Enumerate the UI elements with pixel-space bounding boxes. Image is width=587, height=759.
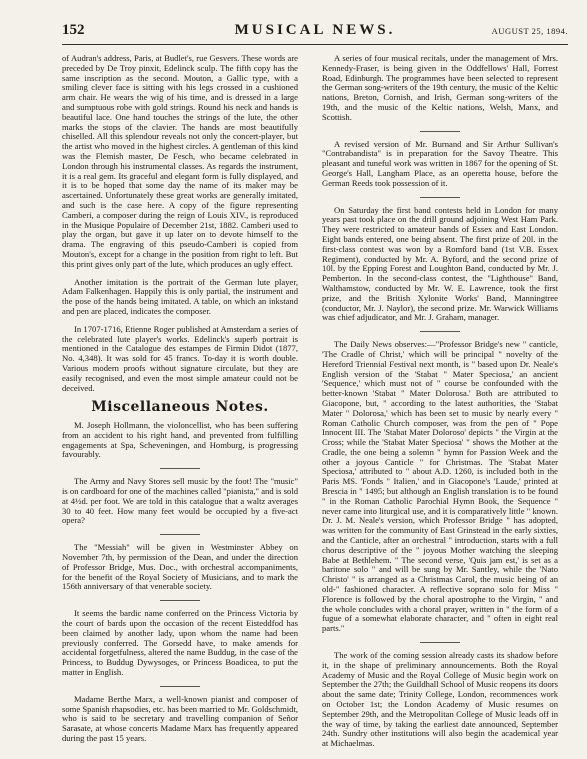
news-item: Madame Berthe Marx, a well-known pianist and composer of some Spanish rhapsodies, etc. has been married to Mr. Goldschmidt, who is said to be secretary and travelling companion of Señor Sarasate, at whose concerts Madame Marx has frequently appeared during the past 15 years. [62,693,298,744]
divider [160,600,200,601]
news-item: A revised version of Mr. Burnand and Sir Arthur Sullivan's "Contrabandista" is in preparation for the Savoy Theatre. This pleasant and tuneful work was written in 1867 for the opening of St. George's Hall, Langham Place, as an operetta house, before the German Reeds took possession of it. [322,138,558,188]
divider [420,642,460,643]
right-column [322,54,558,754]
divider [160,534,200,535]
news-item: A series of four musical recitals, under the management of Mrs. Kennedy-Fraser, is being given in the Oddfellows' Hall, Forrest Road, Edinburgh. The programmes have been selected to represent the German song-writers of the 19th century, the music of the Keltic nations, Breton, Cornish, and Irish, German song-writers of the 19th, and the music of the Keltic nations, Welsh, Manx, and Scottish. [322,54,558,122]
news-item-quotation: The Daily News observes:—"Professor Bridge's new " canticle, 'The Cradle of Christ,' which will be principal " novelty of the Hereford Triennial Festival next month, is " based upon Dr. Neale's English version of the 'Stabat " Mater Speciosa,' an ancient 'Sequence,' which must not of " course be confounded with the better-known 'Stabat " Mater Dolorosa.' Both are attributed to Giacopone, but, " according to the latest authorities, the 'Stabat Mater " Dolorosa,' which has been set to music by nearly every " Roman Catholic Church composer, was from the pen of " Pope Innocent III. The 'Stabat Mater Doloroso' depicts " the Virgin at the Cross; while the 'Stabat Mater Speciosa' " shows the Mother at the Cradle, the one being a solemn " hymn for Passion Week and the other a joyous Canticle " for Christmas. The 'Stabat Mater Speciosa,' attributed to " about A.D. 1260, is included both in the Paris MS. 'Fonds " Italien,' and in Giacopone's 'Laude,' printed at Brescia in " 1495; but although an English translation is to be found " in the Roman Catholic Parochial Hymn Book, the Sequence " never came into liturgical use, and it is comparatively little " known. Dr. J. M. Neale's version, which Professor Bridge " has adopted, was written for the community of East Grinstead in the early sixties, and the Canticle, after an orchestral " introduction, starts with a full chorus descriptive of the " joyous Mother watching the sleeping Babe at Bethlehem. " The second verse, 'Quis jam est,' is set as a baritone solo " and will be sung by Mr. Santley, while the 'Nato Christo' " is arranged as a Christmas Carol, the music being of an old-" fashioned character. A reflective soprano solo for Miss " Florence is followed by the choral apostrophe to the Virgin, " and the whole concludes with a choral prayer, written in " the form of a fugue of a somewhat elaborate character, and " often in eight real parts." [322,339,558,634]
divider [420,331,460,332]
left-column [62,54,298,754]
article-paragraph: of Audran's address, Paris, at Budlet's, rue Gesvers. These words are preceded by De Troy pinxit, Edelinck sculp. The fifth copy has the same inscription as the second. Mouton, a Gallic type, with a smiling clever face is sitting with his legs crossed in a cushioned arm chair. He wears the wig of his time, and is dressed in a large and sumptuous robe with gold strings. Round his neck and hands is beautiful lace. One hand touches the strings of the lute, the other marks the stops of the clavier. The hands are most beautifully chiselled. All this splendour reveals not only the concert-player, but the artist who moved in the highest circles. A gentleman of this kind was the Flemish master, De Fesch, who became celebrated in London through his instrumental classes. As regards the instrument, it is a real gem. Its graceful and elegant form is fully displayed, and it is to be hoped that some day the name of its maker may be ascertained. Unfortunately these great works are generally imitated, and such is the case here. A copy of the figure representing Camberi, a composer during the reign of Louis XIV., is reproduced in the Musique Populaire of December 21st, 1882. Camberi used to play the organ, but gave it up later on to devote himself to the drama. The engraving of this pseudo-Camberi is copied from Mouton's, except for a change in the position from right to left. But this print gives only part of the lute, which produces an ugly effect. [62,54,298,269]
issue-date: AUGUST 25, 1894. [491,26,568,36]
news-item: The work of the coming session already casts its shadow before it, in the shape of preliminary announcements. Both the Royal Academy of Music and the Royal College of Music begin work on September the 27th; the Guildhall School of Music reopens its doors about the same date; Trinity College, London, recommences work on October 1st; the London Academy of Music resumes on September 29th, and the Metropolitan College of Music leads off in the way of time, by taking the earliest date announced, September 24th. Sundry other institutions will also begin the academical year at Michaelmas. [322,650,558,749]
news-item: It seems the bardic name conferred on the Princess Victoria by the court of bards upon the occasion of the recent Eisteddfod has been claimed by another lady, upon whom the name had been previously conferred. The Gorsedd have, to make amends for accidental forgetfulness, altered the name Buddug, in the case of the Princess, to Buddug Dywysoges, or Princess Boadicea, to put the matter in English. [62,608,298,678]
news-item: On Saturday the first band contests held in London for many years past took place on the drill ground adjoining West Ham Park. They were restricted to amateur bands of Essex and East London. Eight bands entered, one being absent. The first prize of 20l. in the first-class contest was won by a Romford band (1st V.B. Essex Regiment), conducted by Mr. A. Byford, and the second prize of 10l. by the Epping Forest and Loughton Band, conducted by Mr. J. Pemberton. In the second-class contest, the "Lighthouse" Band, Walthamstow, conducted by Mr. W. E. Lawrence, took the first prize, and the British Xylonite Works' Band, Manningtree (conductor, Mr. J. Naylor), the second prize. Mr. Warwick Williams was chief adjudicator, and Mr. J. Graham, manager. [322,204,558,323]
section-heading: Miscellaneous Notes. [91,399,269,416]
news-item: M. Joseph Hollmann, the violoncellist, who has been suffering from an accident to his right hand, and prevented from fulfilling engagements at Spa, Scheveningen, and Homburg, is progressing favourably. [62,420,298,460]
divider [160,468,200,469]
divider [160,686,200,687]
news-item: The Army and Navy Stores sell music by the foot! The "music" is on cardboard for one of the machines called "pianista," and is sold at 4½d. per foot. We are told in this catalogue that a waltz averages 30 to 40 feet. How many feet would be occupied by a five-act opera? [62,476,298,526]
divider [420,197,460,198]
article-paragraph: Another imitation is the portrait of the German lute player, Adam Falkenhagen. Happily this is only partial, the instrument and the pose of the hands being imitated. A table, on which an inkstand and pen are placed, indicates the composer. [62,276,298,316]
news-item: The "Messiah" will be given in Westminster Abbey on November 7th, by permission of the Dean, and under the direction of Professor Bridge, Mus. Doc., with orchestral accompaniments, for the benefit of the Royal Society of Musicians, and to mark the 156th anniversary of that venerable society. [62,542,298,592]
divider [420,131,460,132]
page-number: 152 [62,22,85,38]
article-paragraph: In 1707-1716, Etienne Roger published at Amsterdam a series of the celebrated lute player's works. Edelinck's superb portrait is mentioned in the Catalogue des estampes de Firmin Didot (1877, No. 4,348). It was sold for 45 francs. To-day it is worth double. Various modern proofs without signature circulate, but they are easily recognised, and even the most simple amateur could not be deceived. [62,323,298,393]
publication-title: MUSICAL NEWS. [234,22,396,38]
page-header [62,22,568,45]
